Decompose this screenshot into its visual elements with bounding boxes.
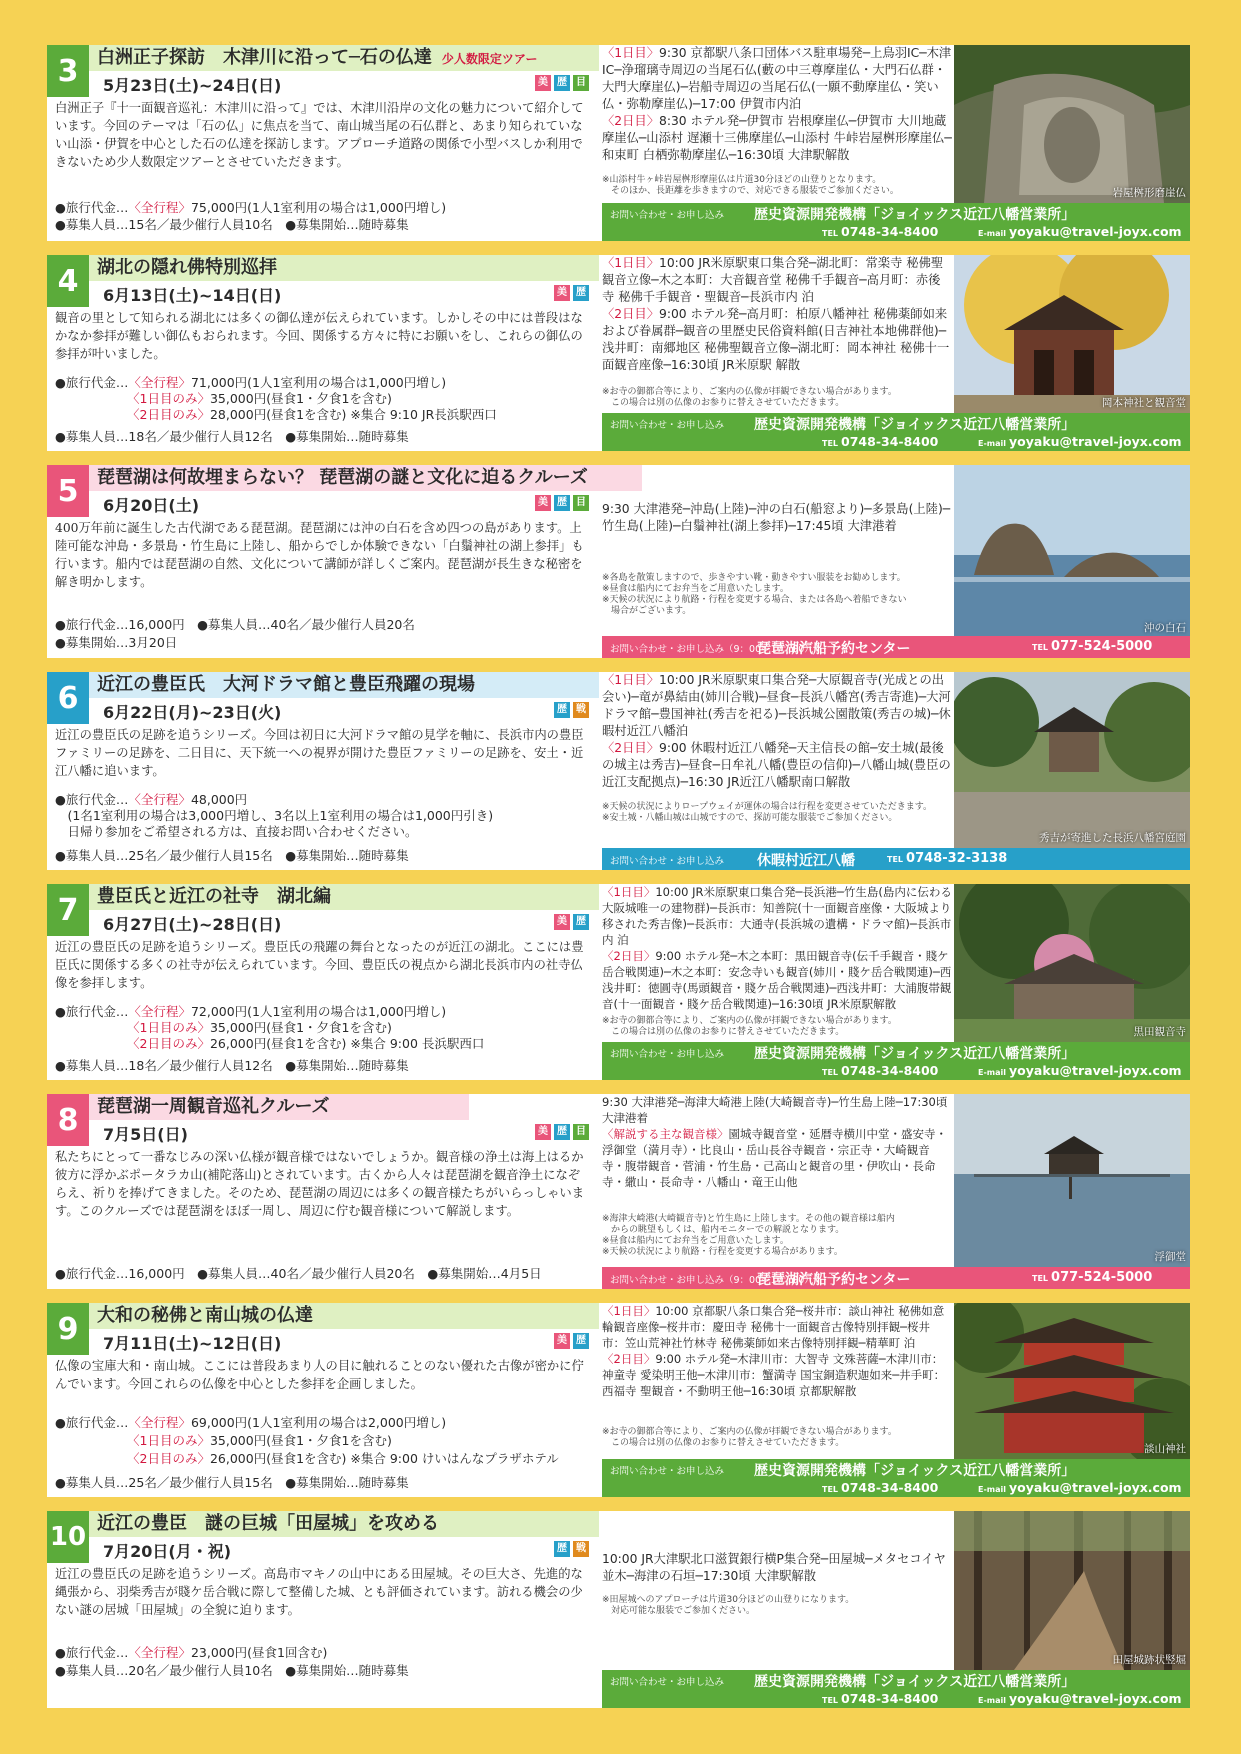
contact-label: お問い合わせ・お申し込み xyxy=(610,1049,725,1060)
tour-capacity: ●募集人員…15名／最少催行人員10名 ●募集開始…随時募集 xyxy=(55,217,409,232)
tour-description: 観音の里として知られる湖北には多くの御仏達が伝えられています。しかしその中には普段はなかなか参拝が難しい御仏もおられます。今回、関係する方々に特にお願いをし、これらの御仏の参拝が叶いました。 xyxy=(55,311,583,361)
photo-caption: 岡本神社と観音堂 xyxy=(1102,397,1186,409)
tour-capacity: ●募集人員…18名／最少催行人員12名 ●募集開始…随時募集 xyxy=(55,1058,409,1073)
battle-badge: 戦 xyxy=(573,702,589,718)
tour-9 xyxy=(47,1303,1190,1497)
photo-caption: 岩屋桝形磨崖仏 xyxy=(1112,187,1186,199)
tour-title: 琵琶湖一周観音巡礼クルーズ xyxy=(89,1094,469,1120)
tour-price: ●旅行代金…〈全行程〉71,000円(1人1室利用の場合は1,000円増し) xyxy=(55,375,447,390)
tour-3 xyxy=(47,45,1190,241)
contact-label: お問い合わせ・お申し込み xyxy=(610,420,725,431)
history-badge: 歴 xyxy=(554,702,570,718)
tour-title: 豊臣氏と近江の社寺 湖北編 xyxy=(89,884,599,910)
itinerary: 〈1日目〉9:30 京都駅八条口団体バス駐車場発─上鳥羽IC─木津IC─浄瑠璃寺周辺の当尾石仏(藪の中三尊摩崖仏・大門石仏群・大門大摩崖仏)─岩船寺周辺の当尾石仏(一願不動摩崖仏・笑い仏・弥勒摩崖仏)─17:00 伊賀市内泊 〈2日目〉8:30 ホテル発─伊賀市 岩根摩崖仏─伊賀市 大川地蔵摩崖仏─山添村 遅瀬十三佛摩崖仏─山添村 牛峠岩屋桝形摩崖仏─和束町 白栖弥勒摩崖仏─16:30頃 大津駅解散 xyxy=(602,46,952,162)
contact-phone[interactable]: TEL 0748-34-8400 xyxy=(822,1063,939,1078)
contact-bar xyxy=(602,1670,1190,1708)
tour-6 xyxy=(47,672,1190,870)
tour-price: ●旅行代金…〈全行程〉75,000円(1人1室利用の場合は1,000円増し) xyxy=(55,200,447,215)
contact-label: お問い合わせ・お申し込み xyxy=(610,210,725,221)
tour-8 xyxy=(47,1094,1190,1289)
tour-title: 琵琶湖は何故埋まらない？ 琵琶湖の謎と文化に迫るクルーズ xyxy=(89,465,642,491)
tour-price: ●旅行代金…16,000円 ●募集人員…40名／最少催行人員20名 xyxy=(55,617,415,632)
tour-date: 5月23日(土)~24日(日) xyxy=(103,76,282,95)
tour-date: 7月11日(土)~12日(日) xyxy=(103,1334,282,1353)
contact-label: お問い合わせ・お申し込み xyxy=(610,1466,725,1477)
tour-number: 9 xyxy=(47,1303,89,1355)
tour-date: 6月20日(土) xyxy=(103,496,200,515)
contact-bar xyxy=(602,636,1190,658)
itinerary: 〈1日目〉10:00 京都駅八条口集合発─桜井市：談山神社 秘佛如意輪観音座像─桜井市：慶田寺 秘佛十一面観音古像特別拝観─桜井市：笠山荒神社竹林寺 秘佛薬師如来古像特別拝観─精華町 泊 〈2日目〉9:00 ホテル発─木津川市：大智寺 文殊菩薩─木津川市：神童寺 愛染明王他─木津川市：蟹満寺 国宝銅造釈迦如来─井手町：西福寺 聖観音・不動明王他─16:30頃 京都駅解散 xyxy=(602,1304,946,1398)
contact-bar xyxy=(602,413,1190,451)
itinerary-note: ※お寺の御都合等により、ご案内の仏像が拝観できない場合があります。 この場合は別の仏像のお参りに替えさせていただきます。 xyxy=(602,1016,897,1037)
tour-photo xyxy=(954,1511,1190,1670)
tour-title: 近江の豊臣氏 大河ドラマ館と豊臣飛躍の現場 xyxy=(89,672,599,698)
contact-bar xyxy=(602,203,1190,241)
category-badges xyxy=(554,1333,589,1349)
photo-caption: 黒田観音寺 xyxy=(1133,1026,1186,1038)
tour-price-note: (1名1室利用の場合は3,000円増し、3名以上1室利用の場合は1,000円引き) 日帰り参加をご希望される方は、直接お問い合わせください。 xyxy=(67,808,494,839)
itinerary-note: ※お寺の御都合等により、ご案内の仏像が拝観できない場合があります。 この場合は別の仏像のお参りに替えさせていただきます。 xyxy=(602,387,897,408)
photo-caption: 沖の白石 xyxy=(1144,622,1186,634)
contact-phone[interactable]: TEL 0748-34-8400 xyxy=(822,434,939,449)
tour-description: 仏像の宝庫大和・南山城。ここには普段あまり人の目に触れることのない優れた古像が密かに佇んでいます。今回これらの仏像を中心とした参拝を企画しました。 xyxy=(55,1359,584,1391)
contact-email[interactable]: E-mail yoyaku@travel-joyx.com xyxy=(978,1480,1182,1495)
contact-phone[interactable]: TEL 0748-34-8400 xyxy=(822,1480,939,1495)
history-badge: 歴 xyxy=(554,1541,570,1557)
tour-date: 7月5日(日) xyxy=(103,1125,188,1144)
tour-capacity: ●募集人員…18名／最少催行人員12名 ●募集開始…随時募集 xyxy=(55,429,409,444)
contact-phone[interactable]: TEL 0748-34-8400 xyxy=(822,1691,939,1706)
photo-caption: 田屋城跡状竪堀 xyxy=(1112,1654,1186,1666)
contact-bar xyxy=(602,1042,1190,1080)
itinerary: 9:30 大津港発─海津大崎港上陸(大崎観音寺)─竹生島上陸─17:30頃 大津港着 〈解説する主な観音様〉園城寺観音堂・延暦寺横川中堂・盛安寺・浮御堂（満月寺）・比良山・岳山長谷寺観音・宗正寺・大崎観音寺・腹帯観音・菅浦・竹生島・己高山と観音の里・伊吹山・長命寺・繖山・長命寺・八幡山・竜王山他 xyxy=(602,1095,948,1189)
tour-start: ●募集開始…3月20日 xyxy=(55,635,178,650)
tour-title: 近江の豊臣 謎の巨城「田屋城」を攻める xyxy=(89,1511,599,1537)
tour-price: ●旅行代金…16,000円 ●募集人員…40名／最少催行人員20名 ●募集開始…4月5日 xyxy=(55,1266,542,1281)
tour-photo xyxy=(954,672,1190,848)
tour-title: 大和の秘佛と南山城の仏達 xyxy=(89,1303,599,1329)
tour-4 xyxy=(47,255,1190,451)
eye-badge: 目 xyxy=(573,495,589,511)
contact-organization: 歴史資源開発機構「ジョイックス近江八幡営業所」 xyxy=(754,207,1076,223)
tour-price-day1: 〈1日目のみ〉35,000円(昼食1・夕食1を含む) xyxy=(127,391,392,406)
itinerary: 〈1日目〉10:00 JR米原駅東口集合発─湖北町：常楽寺 秘佛聖観音立像─木之本町：大音観音堂 秘佛千手観音─高月町：赤後寺 秘佛千手観音・聖観音─長浜市内 泊 〈2日目〉9:00 ホテル発─高月町：柏原八幡神社 秘佛薬師如来および眷属群─観音の里歴史民俗資料館(日吉神社本地佛群他)─浅井町：南郷地区 秘佛聖観音立像─湖北町：岡本神社 秘佛十一面観音座像─16:30頃 JR米原駅 解散 xyxy=(602,256,950,372)
contact-email[interactable]: E-mail yoyaku@travel-joyx.com xyxy=(978,1063,1182,1078)
history-badge: 歴 xyxy=(573,1333,589,1349)
history-badge: 歴 xyxy=(554,75,570,91)
itinerary-note: ※お寺の御都合等により、ご案内の仏像が拝観できない場合があります。 この場合は別の仏像のお参りに替えさせていただきます。 xyxy=(602,1427,897,1448)
contact-email[interactable]: E-mail yoyaku@travel-joyx.com xyxy=(978,434,1182,449)
contact-label: お問い合わせ・お申し込み（9：00〜17：00） xyxy=(610,644,814,655)
history-badge: 歴 xyxy=(573,914,589,930)
tour-description: 私たちにとって一番なじみの深い仏様が観音様ではないでしょうか。観音様の浄土は海上はるか彼方に浮かぶポータラカ山(補陀落山)とされています。古くから人々は琵琶湖を観音浄土になぞらえ、祈りを捧げてきました。そのため、琵琶湖の周辺には多くの観音様たちがいらっしゃいます。このクルーズでは琵琶湖をほぼ一周し、周辺に佇む観音様について解説します。 xyxy=(55,1150,585,1218)
tour-date: 6月27日(土)~28日(日) xyxy=(103,915,282,934)
itinerary-note: ※田屋城へのアプローチは片道30分ほどの山登りになります。 対応可能な服装でご参加ください。 xyxy=(602,1595,855,1616)
tour-number: 6 xyxy=(47,672,89,724)
battle-badge: 戦 xyxy=(573,1541,589,1557)
contact-organization: 歴史資源開発機構「ジョイックス近江八幡営業所」 xyxy=(754,1046,1076,1062)
tour-title: 湖北の隠れ佛特別巡拝 xyxy=(89,255,599,281)
tour-10 xyxy=(47,1511,1190,1708)
photo-caption: 浮御堂 xyxy=(1154,1251,1186,1263)
art-badge: 美 xyxy=(535,1124,551,1140)
art-badge: 美 xyxy=(535,75,551,91)
category-badges xyxy=(554,285,589,301)
tour-description: 近江の豊臣氏の足跡を追うシリーズ。豊臣氏の飛躍の舞台となったのが近江の湖北。ここには豊臣氏に関係する多くの社寺が伝えられています。今回、豊臣氏の視点から湖北長浜市内の社寺仏像を参拝します。 xyxy=(55,940,584,990)
contact-label: お問い合わせ・お申し込み（9：00〜17：00） xyxy=(610,1275,814,1286)
tour-price: ●旅行代金…〈全行程〉23,000円(昼食1回含む) xyxy=(55,1645,328,1660)
contact-phone[interactable]: TEL 077-524-5000 xyxy=(1032,639,1153,654)
tour-price: ●旅行代金…〈全行程〉48,000円 xyxy=(55,792,248,807)
history-badge: 歴 xyxy=(554,1124,570,1140)
tour-price: ●旅行代金…〈全行程〉72,000円(1人1室利用の場合は1,000円増し) xyxy=(55,1004,447,1019)
category-badges xyxy=(535,1124,589,1140)
tour-number: 7 xyxy=(47,884,89,936)
tour-price: ●旅行代金…〈全行程〉69,000円(1人1室利用の場合は2,000円増し) xyxy=(55,1415,447,1430)
tour-capacity: ●募集人員…25名／最少催行人員15名 ●募集開始…随時募集 xyxy=(55,1475,409,1490)
contact-phone[interactable]: TEL 077-524-5000 xyxy=(1032,1270,1153,1285)
tour-5 xyxy=(47,465,1190,658)
tour-price-day2: 〈2日目のみ〉26,000円(昼食1を含む) ※集合 9:00 長浜駅西口 xyxy=(127,1036,485,1051)
contact-organization: 歴史資源開発機構「ジョイックス近江八幡営業所」 xyxy=(754,417,1076,433)
tour-price-day2: 〈2日目のみ〉28,000円(昼食1を含む) ※集合 9:10 JR長浜駅西口 xyxy=(127,407,497,422)
contact-phone[interactable]: TEL 0748-32-3138 xyxy=(887,851,1008,866)
contact-organization: 休暇村近江八幡 xyxy=(757,853,855,869)
tour-date: 7月20日(月・祝) xyxy=(103,1542,232,1561)
tour-description: 近江の豊臣氏の足跡を追うシリーズ。高島市マキノの山中にある田屋城。その巨大さ、先進的な縄張から、羽柴秀吉が賤ケ岳合戦に際して整備した城、とも評価されています。訪れる機会の少ない謎の居城「田屋城」の全貌に迫ります。 xyxy=(55,1567,583,1617)
category-badges xyxy=(535,495,589,511)
photo-caption: 談山神社 xyxy=(1144,1443,1186,1455)
tour-number: 10 xyxy=(47,1511,89,1563)
history-badge: 歴 xyxy=(573,285,589,301)
contact-email[interactable]: E-mail yoyaku@travel-joyx.com xyxy=(978,1691,1182,1706)
category-badges xyxy=(554,1541,589,1557)
itinerary: 〈1日目〉10:00 JR米原駅東口集合発─大原観音寺(光成との出会い)─竜が鼻結由(姉川合戦)─昼食─長浜八幡宮(秀吉寄進)─大河ドラマ館─豊国神社(秀吉を祀る)─長浜城公園散策(秀吉の城)─休暇村近江八幡泊 〈2日目〉9:00 休暇村近江八幡発─天主信長の館─安土城(最後の城主は秀吉)─昼食─日牟礼八幡(豊臣の信仰)─八幡山城(豊臣の近江支配拠点)─16:30 JR近江八幡駅南口解散 xyxy=(602,673,951,789)
art-badge: 美 xyxy=(554,1333,570,1349)
art-badge: 美 xyxy=(554,285,570,301)
category-badges xyxy=(554,702,589,718)
itinerary-note: ※海津大崎港(大崎観音寺)と竹生島に上陸します。その他の観音様は船内 からの眺望もしくは、船内モニターでの解説となります。 ※昼食は船内にてお弁当をご用意いたします。 ※天候の状況により航路・行程を変更する場合があります。 xyxy=(602,1214,895,1257)
eye-badge: 目 xyxy=(573,75,589,91)
contact-bar xyxy=(602,848,1190,870)
tour-photo xyxy=(954,1303,1190,1459)
tour-price-day1: 〈1日目のみ〉35,000円(昼食1・夕食1を含む) xyxy=(127,1433,392,1448)
tour-number: 8 xyxy=(47,1094,89,1146)
contact-bar xyxy=(602,1267,1190,1289)
contact-email[interactable]: E-mail yoyaku@travel-joyx.com xyxy=(978,224,1182,239)
itinerary: 〈1日目〉10:00 JR米原駅東口集合発─長浜港─竹生島(島内に伝わる大阪城唯一の建物群)─長浜市：知善院(十一面観音座像・大阪城より移された秀吉像)─長浜市：大通寺(長浜城の遺構・ドラマ館)─長浜市内 泊 〈2日目〉9:00 ホテル発─木之本町：黒田観音寺(伝千手観音・賤ケ岳合戦関連)─木之本町：安念寺いも観音(姉川・賤ケ岳合戦関連)─西浅井町：徳圓寺(馬頭観音・賤ケ岳合戦関連)─西浅井町：大浦腹帯観音(十一面観音・賤ケ岳合戦関連)─16:30頃 JR米原駅解散 xyxy=(602,885,952,1011)
tour-photo xyxy=(954,255,1190,413)
tour-number: 4 xyxy=(47,255,89,307)
contact-label: お問い合わせ・お申し込み xyxy=(610,856,725,867)
itinerary-note: ※山添村牛ヶ峠岩屋桝形摩崖仏は片道30分ほどの山登りとなります。 そのほか、長距離を歩きますので、対応できる服装でご参加ください。 xyxy=(602,175,899,196)
tour-photo xyxy=(954,884,1190,1042)
art-badge: 美 xyxy=(535,495,551,511)
tour-7 xyxy=(47,884,1190,1080)
contact-phone[interactable]: TEL 0748-34-8400 xyxy=(822,224,939,239)
tour-capacity: ●募集人員…25名／最少催行人員15名 ●募集開始…随時募集 xyxy=(55,848,409,863)
category-badges xyxy=(535,75,589,91)
tour-photo xyxy=(954,1094,1190,1267)
art-badge: 美 xyxy=(554,914,570,930)
tour-capacity: ●募集人員…20名／最少催行人員10名 ●募集開始…随時募集 xyxy=(55,1663,409,1678)
eye-badge: 目 xyxy=(573,1124,589,1140)
contact-organization: 琵琶湖汽船予約センター xyxy=(757,641,911,657)
tour-description: 400万年前に誕生した古代湖である琵琶湖。琵琶湖には沖の白石を含め四つの島があります。上陸可能な沖島・多景島・竹生島に上陸し、船からでしか体験できない「白鬚神社の湖上参拝」も行います。船内では琵琶湖の自然、文化について講師が詳しくご案内。琵琶湖が長生きな秘密を解き明かします。 xyxy=(55,521,584,589)
itinerary-note: ※各島を散策しますので、歩きやすい靴・動きやすい服装をお勧めします。 ※昼食は船内にてお弁当をご用意いたします。 ※天候の状況により航路・行程を変更する場合、または各島へ着船できない 場合がございます。 xyxy=(602,573,907,616)
contact-organization: 歴史資源開発機構「ジョイックス近江八幡営業所」 xyxy=(754,1674,1076,1690)
contact-organization: 歴史資源開発機構「ジョイックス近江八幡営業所」 xyxy=(754,1463,1076,1479)
contact-organization: 琵琶湖汽船予約センター xyxy=(757,1272,911,1288)
contact-bar xyxy=(602,1459,1190,1497)
tour-number: 3 xyxy=(47,45,89,97)
tour-number: 5 xyxy=(47,465,89,517)
category-badges xyxy=(554,914,589,930)
contact-label: お問い合わせ・お申し込み xyxy=(610,1677,725,1688)
itinerary-note: ※天候の状況によりロープウェイが運休の場合は行程を変更させていただきます。 ※安土城・八幡山城は山城ですので、探訪可能な服装でご参加ください。 xyxy=(602,802,933,823)
photo-caption: 秀吉が寄進した長浜八幡宮庭園 xyxy=(1039,832,1186,844)
tour-photo xyxy=(954,465,1190,638)
itinerary: 9:30 大津港発─沖島(上陸)─沖の白石(船窓より)─多景島(上陸)─竹生島(上陸)─白鬚神社(湖上参拝)─17:45頃 大津港着 xyxy=(602,502,951,533)
tour-date: 6月13日(土)~14日(日) xyxy=(103,286,282,305)
limited-badge: 少人数限定ツアー xyxy=(441,52,538,66)
tour-date: 6月22日(月)~23日(火) xyxy=(103,703,282,722)
tour-description: 白洲正子『十一面観音巡礼：木津川に沿って』では、木津川沿岸の文化の魅力について紹介しています。今回のテーマは「石の仏」に焦点を当て、南山城当尾の石仏群と、あまり知られていない山添・伊賀を中心とした石の仏達を探訪します。アプローチ道路の関係で小型バスしか利用できないため少人数限定ツアーとさせていただきます。 xyxy=(55,101,584,169)
tour-price-day1: 〈1日目のみ〉35,000円(昼食1・夕食1を含む) xyxy=(127,1020,392,1035)
tour-title: 白洲正子探訪 木津川に沿って─石の仏達 少人数限定ツアー xyxy=(89,45,599,71)
tour-photo xyxy=(954,45,1190,203)
itinerary: 10:00 JR大津駅北口滋賀銀行横P集合発─田屋城─メタセコイヤ並木─海津の石垣─17:30頃 大津駅解散 xyxy=(602,1552,946,1583)
tour-price-day2: 〈2日目のみ〉26,000円(昼食1を含む) ※集合 9:00 けいはんなプラザホテル xyxy=(127,1451,559,1466)
history-badge: 歴 xyxy=(554,495,570,511)
tour-description: 近江の豊臣氏の足跡を追うシリーズ。今回は初日に大河ドラマ館の見学を軸に、長浜市内の豊臣ファミリーの足跡を、二日目に、天下統一への視界が開けた豊臣ファミリーの足跡を、安土・近江八幡に追います。 xyxy=(55,728,584,778)
